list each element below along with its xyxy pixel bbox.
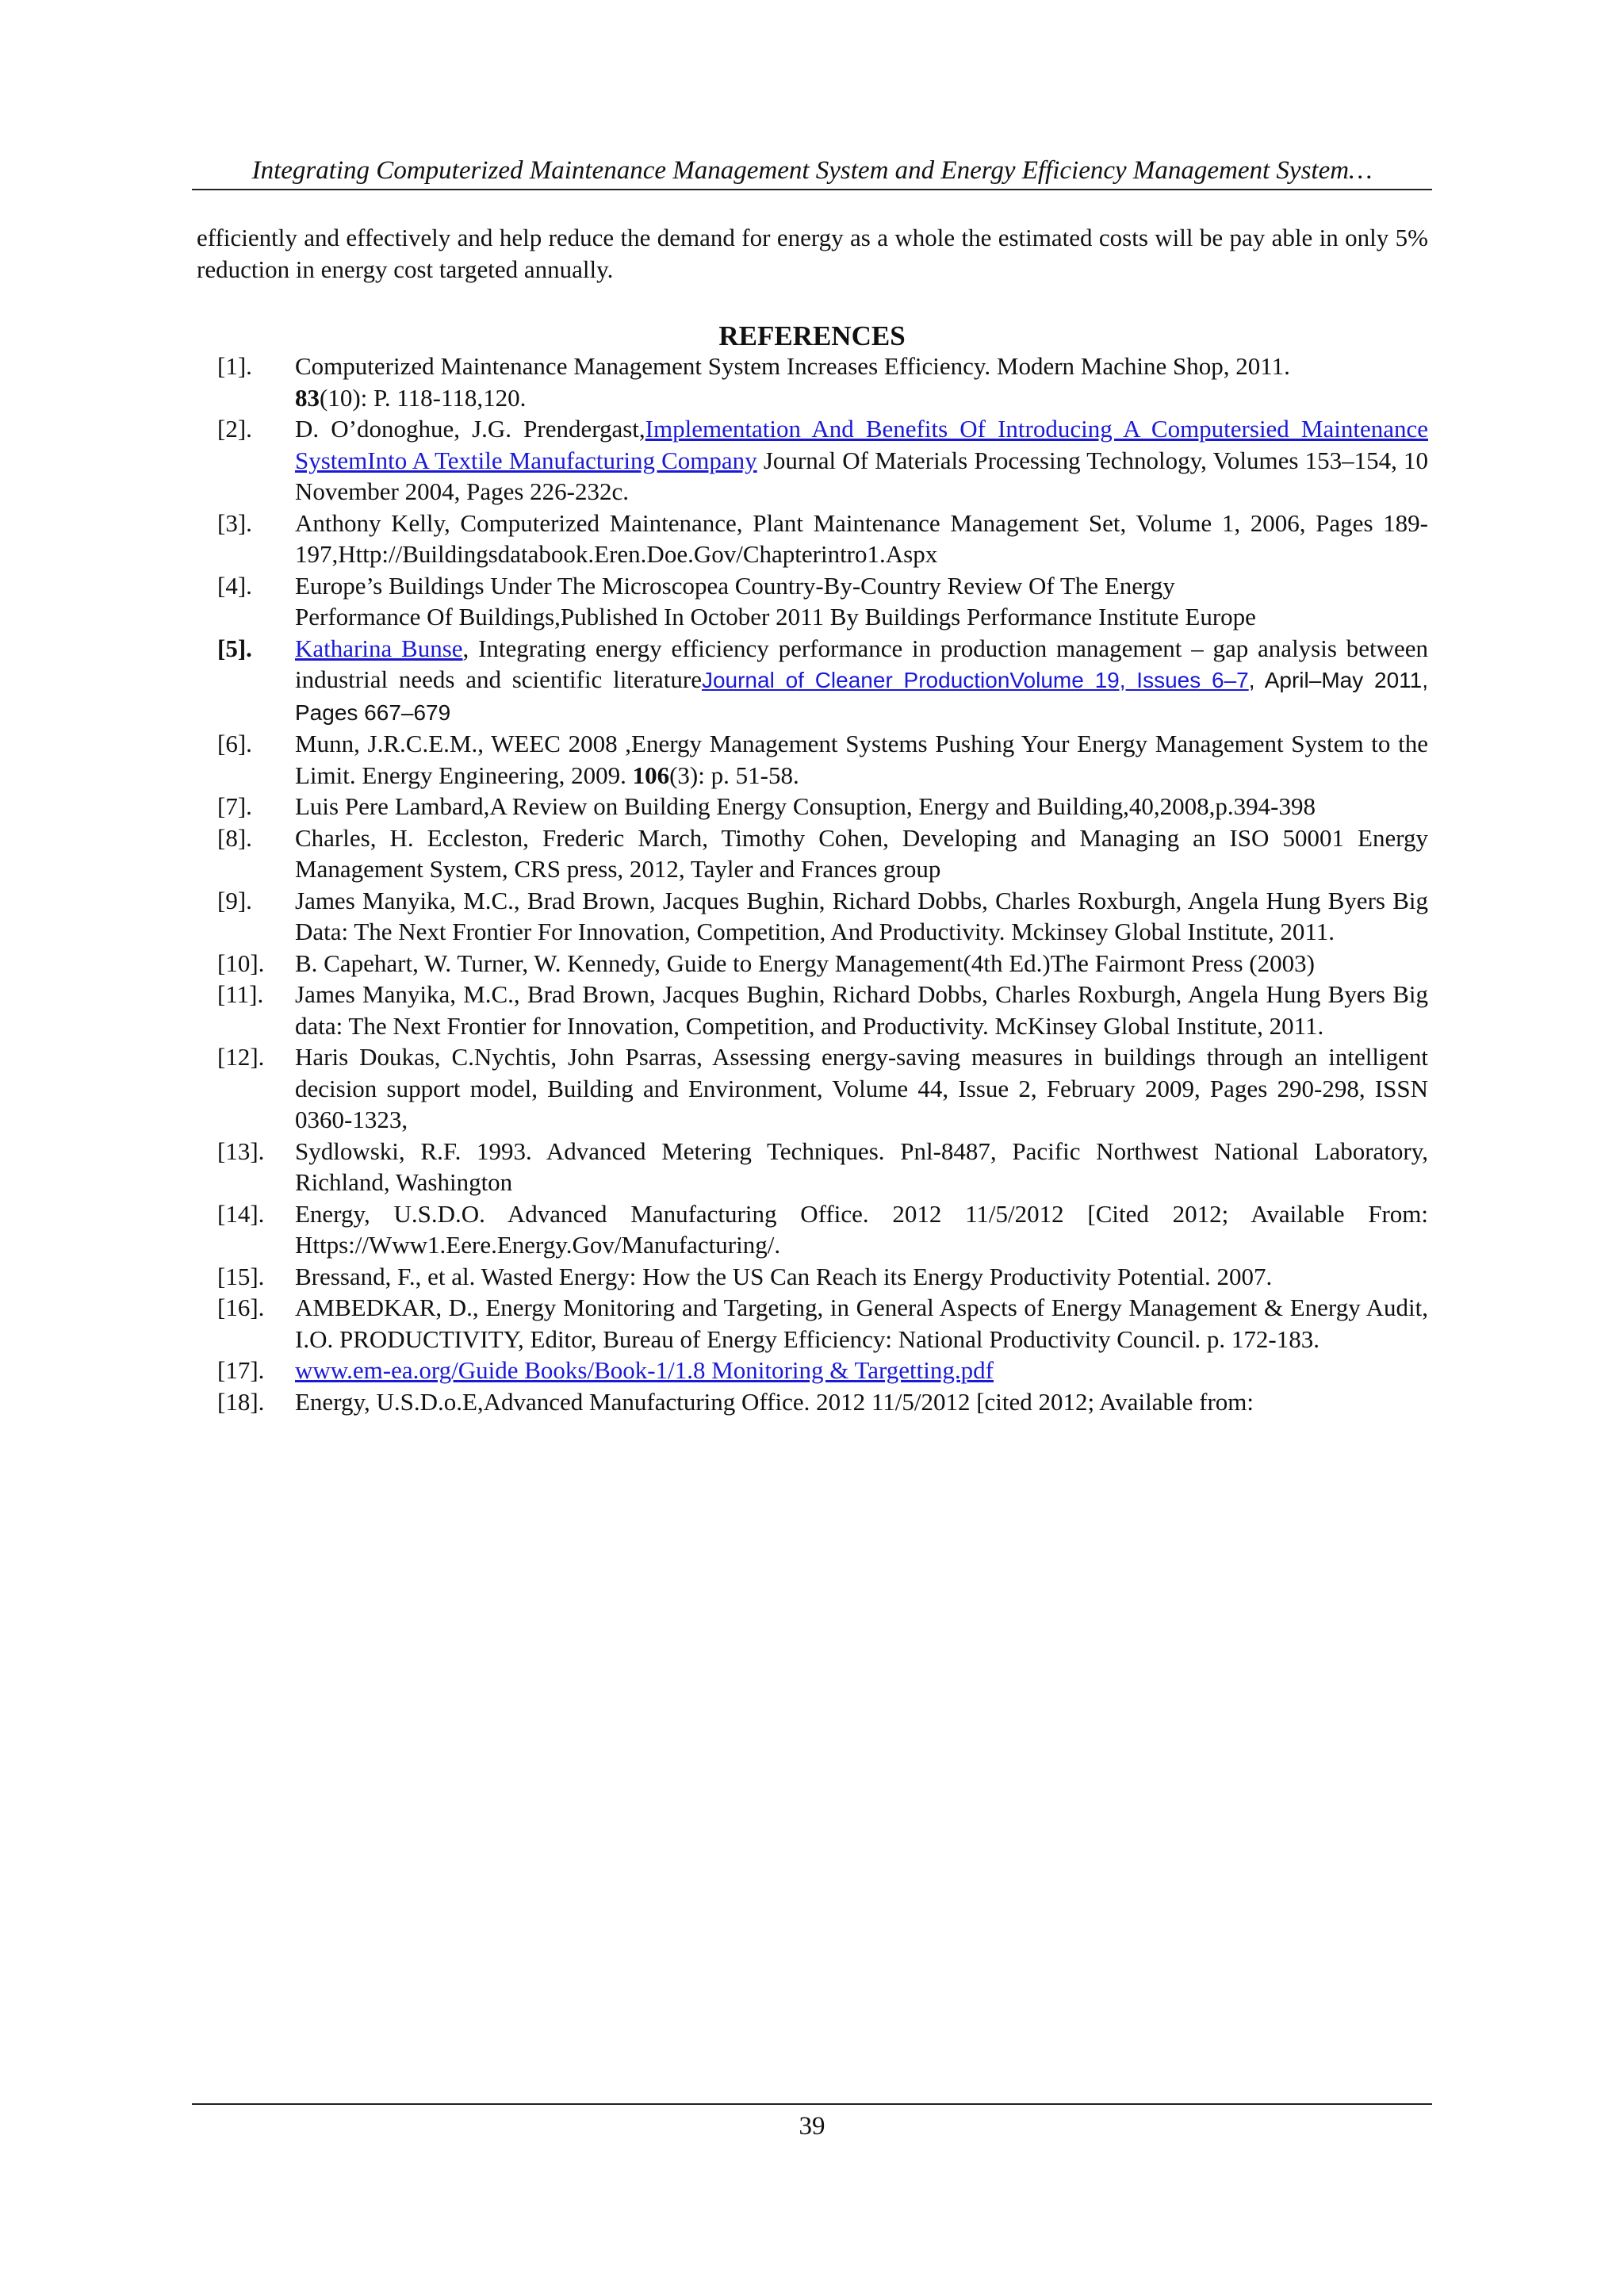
reference-text: Europe’s Buildings Under The Microscopea Country-By-Country Review Of The Energy Performance Of Buildings,Published In October 2011 By Buildings Performance Institute Europe	[295, 571, 1256, 631]
reference-number: [3].	[217, 508, 252, 537]
reference-text: James Manyika, M.C., Brad Brown, Jacques Bughin, Richard Dobbs, Charles Roxburgh, Angela Hung Byers Big data: The Next Frontier for Innovation, Competition, and Productivity. McKinsey Global Institute, 2011.	[295, 980, 1428, 1040]
reference-text: Computerized Maintenance Management System Increases Efficiency. Modern Machine Shop, 2011. 83(10): P. 118-118,120.	[295, 352, 1290, 412]
reference-number: [7].	[217, 792, 252, 820]
footer-rule	[192, 2103, 1432, 2105]
reference-text: Katharina Bunse, Integrating energy efficiency performance in production management – gap analysis between industrial needs and scientific literatureJournal of Cleaner ProductionVolume 19, Issues 6–7, April–May 2011, Pages 667–679	[295, 634, 1428, 725]
reference-item-6	[217, 728, 1428, 791]
author-link[interactable]: Katharina Bunse	[295, 634, 463, 662]
reference-item-18	[217, 1386, 1428, 1418]
reference-text: James Manyika, M.C., Brad Brown, Jacques Bughin, Richard Dobbs, Charles Roxburgh, Angela Hung Byers Big Data: The Next Frontier For Innovation, Competition, And Productivity. Mckinsey Global Institute, 2011.	[295, 886, 1428, 945]
reference-item-5	[217, 633, 1428, 729]
header-rule	[192, 189, 1432, 190]
reference-text: AMBEDKAR, D., Energy Monitoring and Targeting, in General Aspects of Energy Management & Energy Audit, I.O. PRODUCTIVITY, Editor, Bureau of Energy Efficiency: National Productivity Council. p. 172-183.	[295, 1294, 1428, 1353]
reference-number: [14].	[217, 1199, 265, 1228]
reference-number: [5].	[217, 634, 252, 662]
reference-item-12	[217, 1041, 1428, 1136]
reference-item-7	[217, 791, 1428, 822]
reference-item-15	[217, 1261, 1428, 1293]
reference-item-1	[217, 351, 1428, 413]
running-header: Integrating Computerized Maintenance Management System and Energy Efficiency Management System…	[251, 156, 1373, 185]
reference-item-14	[217, 1198, 1428, 1261]
reference-text: Luis Pere Lambard,A Review on Building Energy Consuption, Energy and Building,40,2008,p.394-398	[295, 792, 1316, 820]
reference-number: [10].	[217, 949, 265, 977]
reference-item-11	[217, 979, 1428, 1041]
reference-number: [15].	[217, 1262, 265, 1290]
journal-link[interactable]: Journal of Cleaner ProductionVolume 19, Issues 6–7	[701, 668, 1249, 692]
reference-number: [6].	[217, 730, 252, 757]
reference-number: [16].	[217, 1294, 265, 1321]
intro-paragraph: efficiently and effectively and help reduce the demand for energy as a whole the estimated costs will be pay able in only 5% reduction in energy cost targeted annually.	[197, 224, 1428, 283]
reference-text: Haris Doukas, C.Nychtis, John Psarras, Assessing energy-saving measures in buildings through an intelligent decision support model, Building and Environment, Volume 44, Issue 2, February 2009, Pages 290-298, ISSN 0360-1323,	[295, 1043, 1428, 1133]
reference-number: [18].	[217, 1387, 265, 1416]
references-heading: REFERENCES	[718, 320, 906, 351]
reference-item-3	[217, 508, 1428, 570]
reference-text: Energy, U.S.D.O. Advanced Manufacturing Office. 2012 11/5/2012 [Cited 2012; Available From: Https://Www1.Eere.Energy.Gov/Manufacturing/.	[295, 1199, 1428, 1259]
reference-number: [12].	[217, 1043, 265, 1071]
reference-text: Anthony Kelly, Computerized Maintenance, Plant Maintenance Management Set, Volume 1, 2006, Pages 189-197,Http://Buildingsdatabook.Eren.Doe.Gov/Chapterintro1.Aspx	[295, 508, 1428, 568]
reference-item-13	[217, 1136, 1428, 1198]
reference-item-17	[217, 1355, 1428, 1386]
page-number: 39	[799, 2112, 825, 2141]
reference-text: Bressand, F., et al. Wasted Energy: How the US Can Reach its Energy Productivity Potential. 2007.	[295, 1262, 1273, 1290]
reference-number: [2].	[217, 415, 252, 443]
reference-item-10	[217, 948, 1428, 979]
reference-number: [8].	[217, 823, 252, 852]
reference-number: [9].	[217, 886, 252, 914]
reference-text: B. Capehart, W. Turner, W. Kennedy, Guide to Energy Management(4th Ed.)The Fairmont Press (2003)	[295, 949, 1315, 977]
reference-text: Sydlowski, R.F. 1993. Advanced Metering Techniques. Pnl-8487, Pacific Northwest National Laboratory, Richland, Washington	[295, 1137, 1428, 1196]
reference-text: Charles, H. Eccleston, Frederic March, Timothy Cohen, Developing and Managing an ISO 50001 Energy Management System, CRS press, 2012, Tayler and Frances group	[295, 823, 1428, 883]
reference-item-16	[217, 1292, 1428, 1355]
reference-link[interactable]: www.em-ea.org/Guide Books/Book-1/1.8 Monitoring & Targetting.pdf	[295, 1356, 994, 1384]
reference-text: Energy, U.S.D.o.E,Advanced Manufacturing Office. 2012 11/5/2012 [cited 2012; Available from:	[295, 1387, 1254, 1416]
reference-item-2	[217, 413, 1428, 508]
reference-text	[295, 1355, 1428, 1386]
reference-link[interactable]: Implementation And Benefits Of Introducing A Computersied Maintenance SystemInto A Textile Manufacturing Company	[295, 415, 1429, 474]
reference-text: D. O’donoghue, J.G. Prendergast,Implementation And Benefits Of Introducing A Computersied Maintenance SystemInto A Textile Manufacturing Company Journal Of Materials Processing Technology, Volumes 153–154, 10 November 2004, Pages 226-232c.	[295, 415, 1429, 505]
reference-number: [1].	[217, 352, 252, 380]
reference-item-8	[217, 822, 1428, 885]
reference-list	[217, 351, 1428, 1417]
reference-number: [4].	[217, 571, 252, 600]
reference-item-9	[217, 885, 1428, 948]
reference-number: [17].	[217, 1356, 265, 1384]
reference-item-4	[217, 570, 1428, 633]
reference-number: [13].	[217, 1137, 265, 1165]
reference-text: Munn, J.R.C.E.M., WEEC 2008 ,Energy Management Systems Pushing Your Energy Management System to the Limit. Energy Engineering, 2009. 106(3): p. 51-58.	[295, 730, 1428, 789]
reference-number: [11].	[217, 980, 264, 1008]
